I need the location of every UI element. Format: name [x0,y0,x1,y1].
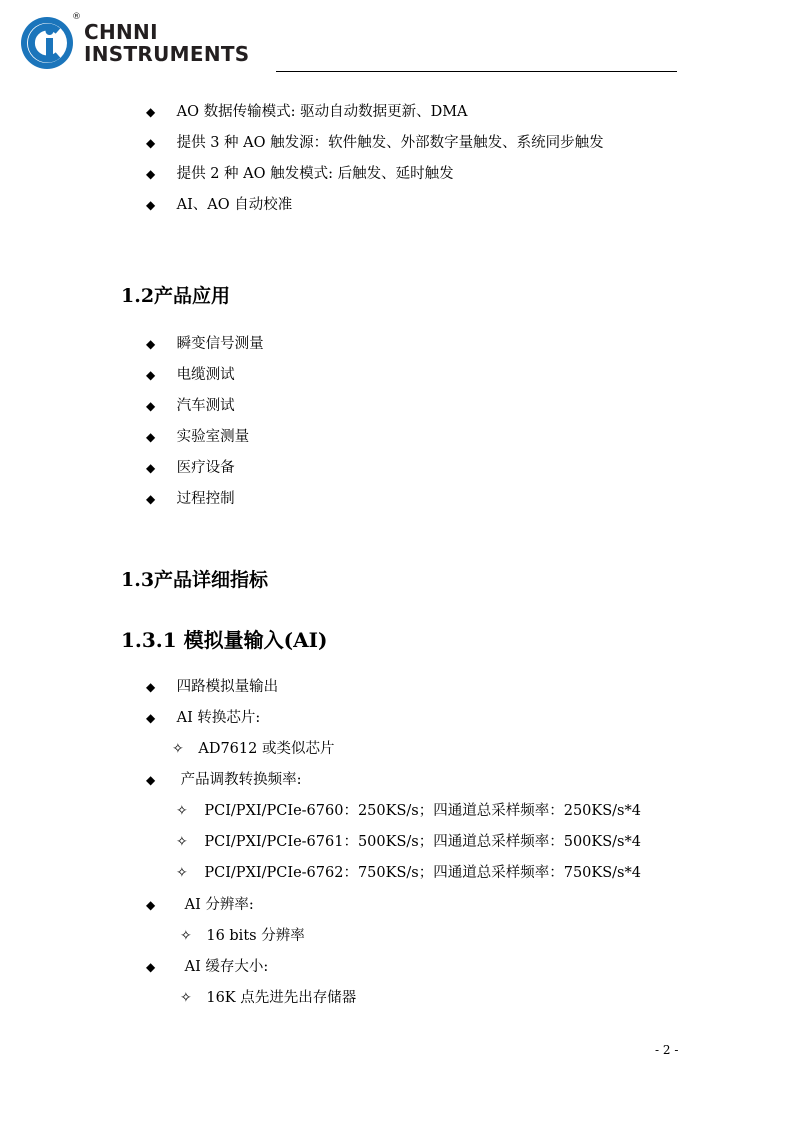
list-item-text: AI、AO 自动校准 [176,197,293,213]
sub-list-item-text: PCI/PXI/PCIe-6760：250KS/s；四通道总采样频率：250KS/s*4 [204,803,641,819]
bullet-diamond-icon: ◆ [146,492,156,506]
sub-list-item [180,927,305,945]
brand-name-line1: CHNNI [84,20,158,44]
header-rule [276,71,677,72]
list-item-text: 提供 2 种 AO 触发模式: 后触发、延时触发 [176,166,454,182]
bullet-diamond-icon: ◆ [146,198,156,212]
bullet-sparkle-icon: ✧ [180,990,192,1006]
chnni-logo-icon [20,16,74,70]
list-item [146,896,254,914]
list-item [146,958,268,976]
bullet-diamond-icon: ◆ [146,167,156,181]
section-heading-1-3-1: 1.3.1 模拟量输入(AI) [121,628,328,652]
list-item [146,709,260,727]
brand-name-line2: INSTRUMENTS [84,42,250,66]
sub-list-item [180,989,356,1007]
list-item-text: 医疗设备 [176,460,235,476]
sub-list-item-text: 16 bits 分辨率 [206,928,305,944]
list-item [146,103,468,121]
bullet-sparkle-icon: ✧ [176,803,188,819]
sub-list-item [176,833,641,851]
list-item-text: AI 转换芯片: [176,710,261,726]
list-item-text: AI 分辨率: [184,897,254,913]
registered-mark: ® [72,12,81,22]
list-item-text: AO 数据传输模式: 驱动自动数据更新、DMA [176,104,468,120]
bullet-sparkle-icon: ✧ [180,928,192,944]
sub-list-item-text: AD7612 或类似芯片 [198,741,335,757]
list-item-text: AI 缓存大小: [184,959,269,975]
list-item-text: 汽车测试 [176,398,235,414]
list-item [146,165,454,183]
list-item [146,397,235,415]
bullet-diamond-icon: ◆ [146,960,156,974]
bullet-diamond-icon: ◆ [146,773,156,787]
bullet-diamond-icon: ◆ [146,105,156,119]
page-number: - 2 - [655,1043,679,1057]
sub-list-item-text: 16K 点先进先出存储器 [206,990,357,1006]
bullet-diamond-icon: ◆ [146,680,156,694]
sub-list-item [172,740,334,758]
list-item-text: 过程控制 [176,491,235,507]
bullet-diamond-icon: ◆ [146,136,156,150]
sub-list-item-text: PCI/PXI/PCIe-6761：500KS/s；四通道总采样频率：500KS/s*4 [204,834,641,850]
list-item-text: 瞬变信号测量 [176,336,264,352]
list-item [146,134,604,152]
bullet-diamond-icon: ◆ [146,430,156,444]
list-item-text: 实验室测量 [176,429,250,445]
list-item [146,366,235,384]
list-item-text: 电缆测试 [176,367,235,383]
list-item-text: 提供 3 种 AO 触发源：软件触发、外部数字量触发、系统同步触发 [176,135,604,151]
section-heading-1-3: 1.3产品详细指标 [121,569,269,591]
bullet-diamond-icon: ◆ [146,711,156,725]
list-item [146,335,264,353]
bullet-diamond-icon: ◆ [146,368,156,382]
sub-list-item [176,864,641,882]
sub-list-item-text: PCI/PXI/PCIe-6762：750KS/s；四通道总采样频率：750KS/s*4 [204,865,641,881]
list-item [146,771,302,789]
bullet-sparkle-icon: ✧ [176,865,188,881]
section-heading-1-2: 1.2产品应用 [121,285,231,307]
bullet-diamond-icon: ◆ [146,461,156,475]
bullet-diamond-icon: ◆ [146,337,156,351]
bullet-sparkle-icon: ✧ [176,834,188,850]
list-item [146,459,235,477]
list-item [146,196,292,214]
bullet-diamond-icon: ◆ [146,898,156,912]
list-item-text: 四路模拟量输出 [176,679,279,695]
list-item [146,678,278,696]
page-header [0,0,793,80]
list-item [146,490,235,508]
list-item-text: 产品调教转换频率: [180,772,302,788]
bullet-diamond-icon: ◆ [146,399,156,413]
bullet-sparkle-icon: ✧ [172,741,184,757]
list-item [146,428,249,446]
sub-list-item [176,802,641,820]
